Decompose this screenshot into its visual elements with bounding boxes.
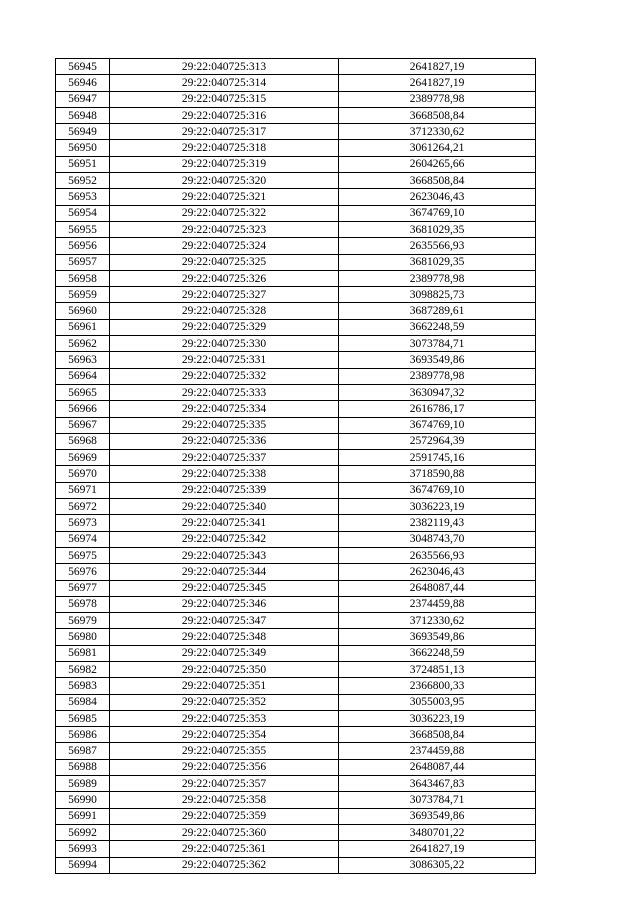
cadastral-number-cell: 29:22:040725:322 (110, 205, 339, 221)
row-number-cell: 56989 (56, 776, 110, 792)
cadastral-number-cell: 29:22:040725:314 (110, 75, 339, 91)
table-row (56, 270, 536, 286)
cadastral-number-cell: 29:22:040725:334 (110, 401, 339, 417)
row-number-cell: 56986 (56, 727, 110, 743)
table-row (56, 629, 536, 645)
cadastral-number-cell: 29:22:040725:357 (110, 776, 339, 792)
cadastral-number-cell: 29:22:040725:338 (110, 466, 339, 482)
table-row (56, 792, 536, 808)
row-number-cell: 56968 (56, 433, 110, 449)
cadastral-value-cell: 3098825,73 (339, 287, 536, 303)
row-number-cell: 56974 (56, 531, 110, 547)
row-number-cell: 56957 (56, 254, 110, 270)
table-row (56, 75, 536, 91)
cadastral-value-cell: 2572964,39 (339, 433, 536, 449)
cadastral-value-cell: 2366800,33 (339, 678, 536, 694)
table-row (56, 352, 536, 368)
cadastral-value-cell: 2641827,19 (339, 59, 536, 75)
row-number-cell: 56950 (56, 140, 110, 156)
cadastral-number-cell: 29:22:040725:318 (110, 140, 339, 156)
table-row (56, 254, 536, 270)
row-number-cell: 56990 (56, 792, 110, 808)
row-number-cell: 56980 (56, 629, 110, 645)
cadastral-value-cell: 3073784,71 (339, 792, 536, 808)
cadastral-number-cell: 29:22:040725:347 (110, 613, 339, 629)
cadastral-number-cell: 29:22:040725:331 (110, 352, 339, 368)
table-row (56, 156, 536, 172)
table-row (56, 336, 536, 352)
cadastral-value-cell: 3048743,70 (339, 531, 536, 547)
cadastral-number-cell: 29:22:040725:358 (110, 792, 339, 808)
row-number-cell: 56955 (56, 221, 110, 237)
table-row (56, 466, 536, 482)
cadastral-number-cell: 29:22:040725:351 (110, 678, 339, 694)
row-number-cell: 56971 (56, 482, 110, 498)
row-number-cell: 56947 (56, 91, 110, 107)
cadastral-number-cell: 29:22:040725:353 (110, 710, 339, 726)
table-row (56, 499, 536, 515)
cadastral-value-cell: 3693549,86 (339, 352, 536, 368)
cadastral-value-table (55, 58, 536, 874)
row-number-cell: 56982 (56, 661, 110, 677)
row-number-cell: 56994 (56, 857, 110, 873)
cadastral-number-cell: 29:22:040725:343 (110, 547, 339, 563)
cadastral-number-cell: 29:22:040725:320 (110, 173, 339, 189)
table-row (56, 661, 536, 677)
cadastral-number-cell: 29:22:040725:323 (110, 221, 339, 237)
cadastral-value-cell: 2641827,19 (339, 841, 536, 857)
row-number-cell: 56958 (56, 270, 110, 286)
table-row (56, 841, 536, 857)
cadastral-value-cell: 3712330,62 (339, 124, 536, 140)
row-number-cell: 56967 (56, 417, 110, 433)
cadastral-number-cell: 29:22:040725:325 (110, 254, 339, 270)
row-number-cell: 56965 (56, 384, 110, 400)
cadastral-value-cell: 2648087,44 (339, 580, 536, 596)
cadastral-number-cell: 29:22:040725:362 (110, 857, 339, 873)
table-row (56, 580, 536, 596)
cadastral-number-cell: 29:22:040725:324 (110, 238, 339, 254)
cadastral-number-cell: 29:22:040725:319 (110, 156, 339, 172)
row-number-cell: 56991 (56, 808, 110, 824)
cadastral-value-cell: 3724851,13 (339, 661, 536, 677)
cadastral-number-cell: 29:22:040725:336 (110, 433, 339, 449)
table-row (56, 547, 536, 563)
cadastral-number-cell: 29:22:040725:354 (110, 727, 339, 743)
table-row (56, 596, 536, 612)
cadastral-value-cell: 3668508,84 (339, 173, 536, 189)
table-row (56, 287, 536, 303)
cadastral-value-cell: 3668508,84 (339, 727, 536, 743)
row-number-cell: 56962 (56, 336, 110, 352)
table-row (56, 564, 536, 580)
cadastral-number-cell: 29:22:040725:349 (110, 645, 339, 661)
cadastral-value-cell: 3693549,86 (339, 808, 536, 824)
cadastral-value-cell: 3480701,22 (339, 824, 536, 840)
table-row (56, 515, 536, 531)
cadastral-number-cell: 29:22:040725:345 (110, 580, 339, 596)
cadastral-number-cell: 29:22:040725:335 (110, 417, 339, 433)
table-row (56, 645, 536, 661)
table-row (56, 303, 536, 319)
row-number-cell: 56963 (56, 352, 110, 368)
cadastral-value-cell: 2389778,98 (339, 91, 536, 107)
table-row (56, 482, 536, 498)
cadastral-value-cell: 3036223,19 (339, 710, 536, 726)
table-row (56, 319, 536, 335)
row-number-cell: 56952 (56, 173, 110, 189)
cadastral-value-cell: 3693549,86 (339, 629, 536, 645)
row-number-cell: 56976 (56, 564, 110, 580)
cadastral-number-cell: 29:22:040725:315 (110, 91, 339, 107)
table-row (56, 221, 536, 237)
table-row (56, 450, 536, 466)
table-row (56, 189, 536, 205)
row-number-cell: 56983 (56, 678, 110, 694)
cadastral-number-cell: 29:22:040725:339 (110, 482, 339, 498)
table-row (56, 727, 536, 743)
table-row (56, 759, 536, 775)
row-number-cell: 56966 (56, 401, 110, 417)
cadastral-value-cell: 3662248,59 (339, 645, 536, 661)
row-number-cell: 56970 (56, 466, 110, 482)
table-row (56, 124, 536, 140)
cadastral-value-cell: 3086305,22 (339, 857, 536, 873)
table-row (56, 91, 536, 107)
cadastral-number-cell: 29:22:040725:352 (110, 694, 339, 710)
row-number-cell: 56964 (56, 368, 110, 384)
table-row (56, 401, 536, 417)
row-number-cell: 56945 (56, 59, 110, 75)
table-row (56, 613, 536, 629)
cadastral-value-cell: 2641827,19 (339, 75, 536, 91)
cadastral-number-cell: 29:22:040725:350 (110, 661, 339, 677)
row-number-cell: 56993 (56, 841, 110, 857)
table-row (56, 531, 536, 547)
cadastral-number-cell: 29:22:040725:337 (110, 450, 339, 466)
document-page (55, 58, 535, 874)
cadastral-value-cell: 3674769,10 (339, 205, 536, 221)
row-number-cell: 56956 (56, 238, 110, 254)
cadastral-value-cell: 3681029,35 (339, 221, 536, 237)
cadastral-number-cell: 29:22:040725:355 (110, 743, 339, 759)
cadastral-value-cell: 3055003,95 (339, 694, 536, 710)
cadastral-value-cell: 2635566,93 (339, 547, 536, 563)
cadastral-number-cell: 29:22:040725:332 (110, 368, 339, 384)
cadastral-value-cell: 2389778,98 (339, 368, 536, 384)
cadastral-number-cell: 29:22:040725:348 (110, 629, 339, 645)
table-row (56, 368, 536, 384)
cadastral-number-cell: 29:22:040725:313 (110, 59, 339, 75)
row-number-cell: 56959 (56, 287, 110, 303)
cadastral-value-cell: 3662248,59 (339, 319, 536, 335)
row-number-cell: 56972 (56, 499, 110, 515)
cadastral-number-cell: 29:22:040725:361 (110, 841, 339, 857)
table-row (56, 824, 536, 840)
cadastral-number-cell: 29:22:040725:317 (110, 124, 339, 140)
cadastral-value-cell: 3718590,88 (339, 466, 536, 482)
cadastral-number-cell: 29:22:040725:342 (110, 531, 339, 547)
table-row (56, 710, 536, 726)
row-number-cell: 56992 (56, 824, 110, 840)
cadastral-value-cell: 3643467,83 (339, 776, 536, 792)
cadastral-number-cell: 29:22:040725:359 (110, 808, 339, 824)
cadastral-value-cell: 2623046,43 (339, 564, 536, 580)
cadastral-number-cell: 29:22:040725:330 (110, 336, 339, 352)
row-number-cell: 56973 (56, 515, 110, 531)
table-row (56, 384, 536, 400)
row-number-cell: 56987 (56, 743, 110, 759)
row-number-cell: 56953 (56, 189, 110, 205)
row-number-cell: 56954 (56, 205, 110, 221)
table-row (56, 107, 536, 123)
cadastral-value-cell: 3668508,84 (339, 107, 536, 123)
cadastral-number-cell: 29:22:040725:321 (110, 189, 339, 205)
cadastral-value-cell: 3036223,19 (339, 499, 536, 515)
table-row (56, 678, 536, 694)
cadastral-value-cell: 2374459,88 (339, 743, 536, 759)
cadastral-value-cell: 3687289,61 (339, 303, 536, 319)
cadastral-value-cell: 2616786,17 (339, 401, 536, 417)
table-body (56, 59, 536, 874)
cadastral-value-cell: 2623046,43 (339, 189, 536, 205)
cadastral-value-cell: 2648087,44 (339, 759, 536, 775)
row-number-cell: 56979 (56, 613, 110, 629)
table-row (56, 140, 536, 156)
cadastral-value-cell: 2635566,93 (339, 238, 536, 254)
cadastral-value-cell: 3674769,10 (339, 417, 536, 433)
table-row (56, 205, 536, 221)
row-number-cell: 56988 (56, 759, 110, 775)
cadastral-value-cell: 3073784,71 (339, 336, 536, 352)
cadastral-value-cell: 3712330,62 (339, 613, 536, 629)
cadastral-number-cell: 29:22:040725:356 (110, 759, 339, 775)
cadastral-number-cell: 29:22:040725:344 (110, 564, 339, 580)
row-number-cell: 56978 (56, 596, 110, 612)
table-row (56, 417, 536, 433)
row-number-cell: 56969 (56, 450, 110, 466)
row-number-cell: 56948 (56, 107, 110, 123)
table-row (56, 857, 536, 873)
row-number-cell: 56949 (56, 124, 110, 140)
cadastral-number-cell: 29:22:040725:341 (110, 515, 339, 531)
table-row (56, 776, 536, 792)
row-number-cell: 56975 (56, 547, 110, 563)
table-row (56, 743, 536, 759)
cadastral-value-cell: 3674769,10 (339, 482, 536, 498)
cadastral-value-cell: 2604265,66 (339, 156, 536, 172)
cadastral-number-cell: 29:22:040725:333 (110, 384, 339, 400)
cadastral-number-cell: 29:22:040725:346 (110, 596, 339, 612)
row-number-cell: 56961 (56, 319, 110, 335)
cadastral-number-cell: 29:22:040725:327 (110, 287, 339, 303)
row-number-cell: 56960 (56, 303, 110, 319)
cadastral-value-cell: 3630947,32 (339, 384, 536, 400)
cadastral-value-cell: 2382119,43 (339, 515, 536, 531)
cadastral-number-cell: 29:22:040725:328 (110, 303, 339, 319)
table-row (56, 59, 536, 75)
cadastral-value-cell: 3061264,21 (339, 140, 536, 156)
row-number-cell: 56985 (56, 710, 110, 726)
table-row (56, 433, 536, 449)
cadastral-value-cell: 2374459,88 (339, 596, 536, 612)
cadastral-number-cell: 29:22:040725:316 (110, 107, 339, 123)
cadastral-number-cell: 29:22:040725:329 (110, 319, 339, 335)
row-number-cell: 56977 (56, 580, 110, 596)
row-number-cell: 56984 (56, 694, 110, 710)
row-number-cell: 56946 (56, 75, 110, 91)
cadastral-number-cell: 29:22:040725:360 (110, 824, 339, 840)
table-row (56, 808, 536, 824)
table-row (56, 694, 536, 710)
table-row (56, 173, 536, 189)
cadastral-number-cell: 29:22:040725:326 (110, 270, 339, 286)
row-number-cell: 56981 (56, 645, 110, 661)
table-row (56, 238, 536, 254)
cadastral-value-cell: 2389778,98 (339, 270, 536, 286)
cadastral-value-cell: 3681029,35 (339, 254, 536, 270)
cadastral-value-cell: 2591745,16 (339, 450, 536, 466)
row-number-cell: 56951 (56, 156, 110, 172)
cadastral-number-cell: 29:22:040725:340 (110, 499, 339, 515)
